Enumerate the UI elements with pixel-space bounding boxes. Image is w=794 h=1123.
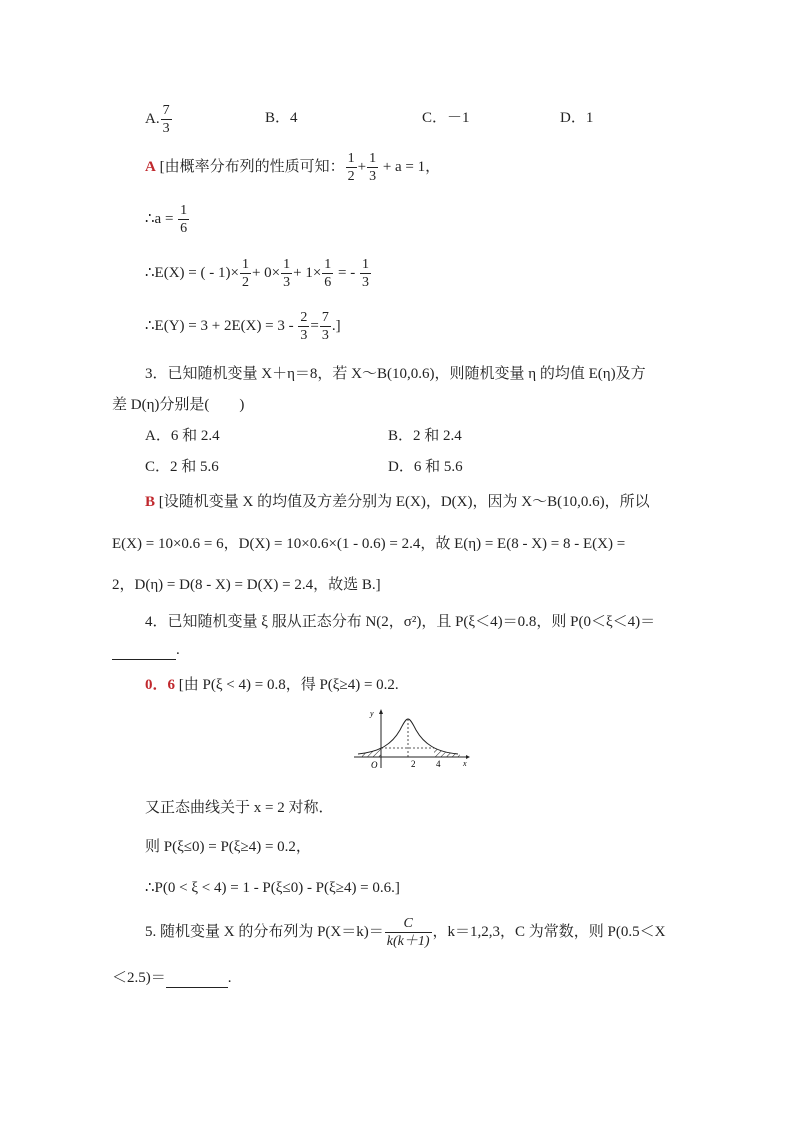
q3-solution-line1 — [145, 492, 650, 512]
q2-answer: A — [145, 158, 156, 175]
frac-num: 1 — [369, 151, 377, 166]
q3-answer: B — [145, 494, 156, 510]
q3-stem-line1: 3．已知随机变量 X＋η＝8，若 X～B(10,0.6)，则随机变量 η 的均值 E(η)及方 — [145, 366, 646, 382]
solution-text: = - — [338, 264, 356, 281]
frac-den: k(k＋1) — [386, 934, 430, 949]
answer-blank — [112, 641, 176, 660]
frac-num: 1 — [324, 257, 332, 272]
frac-den: 3 — [162, 121, 170, 136]
q2-option-c: C．－1 — [422, 110, 470, 126]
solution-text: + 0× — [251, 264, 281, 281]
q3-option-c: C．2 和 5.6 — [145, 459, 219, 475]
frac-num: 2 — [300, 310, 308, 325]
frac-den: 3 — [300, 328, 308, 343]
q4-solution-line2: 又正态曲线关于 x = 2 对称． — [145, 800, 334, 816]
solution-text: ∴E(X) = ( - 1)× — [145, 264, 239, 281]
q4-stem-line2 — [112, 640, 180, 660]
fraction — [320, 309, 331, 344]
frac-den: 6 — [324, 275, 332, 290]
q3-stem-line2: 差 D(η)分别是( ) — [112, 397, 245, 413]
q2-solution-line4 — [145, 309, 341, 344]
q3-option-a: A．6 和 2.4 — [145, 428, 220, 444]
fraction — [281, 256, 292, 291]
punctuation: . — [227, 970, 232, 986]
solution-text: ∴a = — [145, 210, 174, 227]
fraction — [178, 202, 189, 237]
q4-solution-line4: ∴P(0 < ξ < 4) = 1 - P(ξ≤0) - P(ξ≥4) = 0.6.] — [145, 880, 400, 896]
q3-option-b: B．2 和 2.4 — [388, 428, 462, 444]
q4-answer: 0．6 — [145, 677, 176, 693]
solution-text: [由概率分布列的性质可知： — [159, 158, 345, 175]
y-axis-label: y — [370, 709, 374, 718]
option-a-label: A. — [145, 110, 160, 127]
frac-num: 1 — [283, 257, 291, 272]
y-axis-arrow — [379, 709, 383, 714]
question-text: ，k＝1,2,3，C 为常数，则 P(0.5＜X — [432, 923, 666, 940]
q5-stem-line1 — [145, 915, 665, 950]
q3-option-d: D．6 和 5.6 — [388, 459, 463, 475]
frac-den: 2 — [347, 169, 355, 184]
normal-distribution-graph — [350, 706, 472, 772]
fraction — [240, 256, 251, 291]
x-axis-label: x — [463, 759, 467, 768]
solution-text: + 1× — [293, 264, 322, 281]
frac-num: 1 — [362, 257, 369, 272]
solution-text: .] — [331, 317, 341, 334]
tick-label-2: 2 — [411, 759, 416, 769]
x-axis-arrow — [466, 755, 470, 759]
operator: = — [310, 317, 319, 334]
frac-num: 1 — [347, 151, 355, 166]
q2-option-b: B．4 — [265, 110, 298, 126]
frac-num: C — [385, 915, 432, 933]
q2-option-d: D．1 — [560, 110, 594, 126]
q2-solution-line2 — [145, 202, 190, 237]
fraction — [360, 256, 371, 291]
q3-solution-line3: 2，D(η) = D(8 - X) = D(X) = 2.4，故选 B.] — [112, 577, 381, 593]
fraction — [346, 150, 357, 185]
frac-num: 1 — [180, 203, 188, 218]
q3-solution-line2: E(X) = 10×0.6 = 6，D(X) = 10×0.6×(1 - 0.6) = 2.4，故 E(η) = E(8 - X) = 8 - E(X) = — [112, 536, 626, 552]
solution-text: ∴E(Y) = 3 + 2E(X) = 3 - — [145, 317, 294, 334]
solution-text: [设随机变量 X 的均值及方差分别为 E(X)，D(X)，因为 X～B(10,0.6)，所以 — [158, 494, 650, 510]
q4-stem-line1: 4．已知随机变量 ξ 服从正态分布 N(2，σ²)，且 P(ξ＜4)＝0.8，则 P(0＜ξ＜4)＝ — [145, 614, 656, 630]
q4-solution-line1 — [145, 675, 399, 695]
q2-solution-line3 — [145, 256, 372, 291]
frac-num: 7 — [162, 103, 170, 118]
q5-stem-line2 — [112, 968, 232, 988]
frac-den: 2 — [241, 275, 249, 290]
frac-num: 1 — [241, 257, 249, 272]
q2-option-a — [145, 102, 173, 137]
fraction — [298, 309, 309, 344]
frac-den: 3 — [369, 169, 377, 184]
question-text: 5. 随机变量 X 的分布列为 P(X＝k)＝ — [145, 923, 384, 940]
origin-label: O — [371, 760, 378, 770]
tick-label-4: 4 — [436, 759, 441, 769]
frac-den: 3 — [283, 275, 291, 290]
solution-text: [由 P(ξ < 4) = 0.8，得 P(ξ≥4) = 0.2. — [178, 677, 399, 693]
option-a-fraction — [161, 102, 172, 137]
operator: + — [357, 158, 367, 175]
fraction — [385, 915, 432, 950]
answer-blank — [166, 969, 228, 988]
frac-den: 3 — [321, 328, 329, 343]
frac-den: 3 — [362, 275, 369, 290]
question-text: ＜2.5)＝ — [112, 970, 166, 986]
q4-solution-line3: 则 P(ξ≤0) = P(ξ≥4) = 0.2， — [145, 839, 311, 855]
q2-solution-line1 — [145, 150, 440, 185]
solution-text: + a = 1， — [382, 158, 441, 175]
fraction — [322, 256, 333, 291]
frac-num: 7 — [321, 310, 329, 325]
punctuation: . — [176, 642, 180, 658]
frac-den: 6 — [180, 221, 188, 236]
fraction — [367, 150, 378, 185]
